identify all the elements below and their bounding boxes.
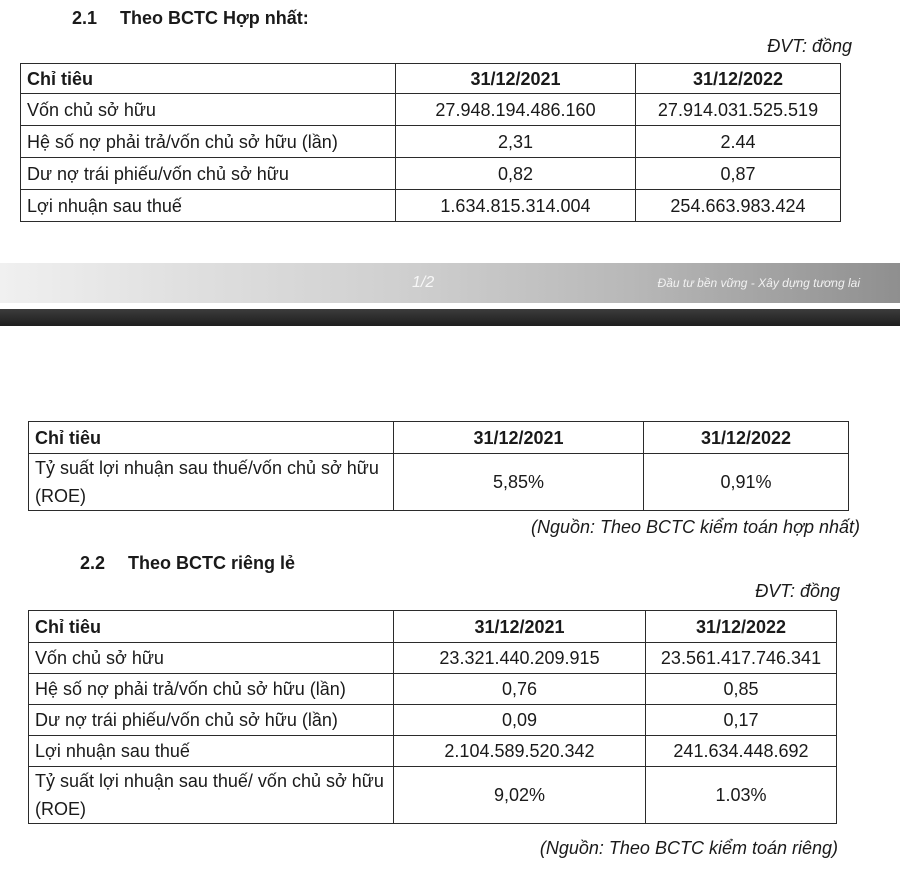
row-value-2021: 0,82 bbox=[396, 158, 636, 190]
row-label: Tỷ suất lợi nhuận sau thuế/vốn chủ sở hữu (ROE) bbox=[29, 454, 394, 511]
header-2021: 31/12/2021 bbox=[394, 422, 644, 454]
row-label: Dư nợ trái phiếu/vốn chủ sở hữu (lần) bbox=[29, 705, 394, 736]
section-2-source: (Nguồn: Theo BCTC kiểm toán riêng) bbox=[539, 838, 838, 858]
row-value-2022: 0,87 bbox=[636, 158, 841, 190]
header-2022: 31/12/2022 bbox=[644, 422, 849, 454]
row-label: Tỷ suất lợi nhuận sau thuế/ vốn chủ sở hữu (ROE) bbox=[29, 767, 394, 824]
row-value-2022: 2.44 bbox=[636, 126, 841, 158]
header-2021: 31/12/2021 bbox=[396, 64, 636, 94]
row-label: Vốn chủ sở hữu bbox=[29, 643, 394, 674]
section-2-number: 2.2 bbox=[80, 553, 106, 573]
section-1-source: (Nguồn: Theo BCTC kiểm toán hợp nhất) bbox=[530, 517, 860, 537]
row-label: Vốn chủ sở hữu bbox=[21, 94, 396, 126]
table-consolidated-continued bbox=[28, 421, 849, 511]
row-value-2021: 5,85% bbox=[394, 454, 644, 511]
section-1-number: 2.1 bbox=[72, 8, 98, 28]
row-value-2021: 27.948.194.486.160 bbox=[396, 94, 636, 126]
table-row bbox=[21, 158, 841, 190]
table-row bbox=[29, 643, 837, 674]
table-row bbox=[29, 736, 837, 767]
row-value-2022: 241.634.448.692 bbox=[646, 736, 837, 767]
header-2022: 31/12/2022 bbox=[646, 611, 837, 643]
section-1-heading bbox=[72, 8, 309, 29]
table-row bbox=[21, 94, 841, 126]
row-label: Dư nợ trái phiếu/vốn chủ sở hữu bbox=[21, 158, 396, 190]
row-value-2021: 23.321.440.209.915 bbox=[394, 643, 646, 674]
header-2021: 31/12/2021 bbox=[394, 611, 646, 643]
header-2022: 31/12/2022 bbox=[636, 64, 841, 94]
row-value-2022: 0,17 bbox=[646, 705, 837, 736]
table-row bbox=[21, 126, 841, 158]
row-value-2021: 0,76 bbox=[394, 674, 646, 705]
table-header-row bbox=[21, 64, 841, 94]
page-footer-band bbox=[0, 263, 900, 303]
row-value-2022: 23.561.417.746.341 bbox=[646, 643, 837, 674]
row-value-2022: 0,91% bbox=[644, 454, 849, 511]
table-row bbox=[21, 190, 841, 222]
table-consolidated bbox=[20, 63, 841, 222]
table-row bbox=[29, 767, 837, 824]
table-row bbox=[29, 454, 849, 511]
section-2-unit: ĐVT: đồng bbox=[755, 581, 840, 601]
row-value-2022: 254.663.983.424 bbox=[636, 190, 841, 222]
section-1-title: Theo BCTC Hợp nhất: bbox=[120, 8, 309, 28]
header-indicator: Chỉ tiêu bbox=[21, 64, 396, 94]
section-1-unit: ĐVT: đồng bbox=[767, 36, 852, 56]
header-indicator: Chỉ tiêu bbox=[29, 422, 394, 454]
row-label: Lợi nhuận sau thuế bbox=[21, 190, 396, 222]
section-2-title: Theo BCTC riêng lẻ bbox=[128, 553, 296, 573]
row-value-2022: 1.03% bbox=[646, 767, 837, 824]
row-value-2021: 2.104.589.520.342 bbox=[394, 736, 646, 767]
page-separator-bar bbox=[0, 309, 900, 326]
row-value-2021: 2,31 bbox=[396, 126, 636, 158]
table-header-row bbox=[29, 422, 849, 454]
table-row bbox=[29, 674, 837, 705]
table-header-row bbox=[29, 611, 837, 643]
table-separate bbox=[28, 610, 837, 824]
row-value-2021: 9,02% bbox=[394, 767, 646, 824]
row-label: Lợi nhuận sau thuế bbox=[29, 736, 394, 767]
footer-slogan: Đầu tư bền vững - Xây dựng tương lai bbox=[657, 276, 860, 290]
table-row bbox=[29, 705, 837, 736]
row-value-2022: 0,85 bbox=[646, 674, 837, 705]
section-2-heading bbox=[80, 553, 295, 574]
page-number: 1/2 bbox=[412, 274, 435, 291]
row-label: Hệ số nợ phải trả/vốn chủ sở hữu (lần) bbox=[29, 674, 394, 705]
row-label: Hệ số nợ phải trả/vốn chủ sở hữu (lần) bbox=[21, 126, 396, 158]
row-value-2022: 27.914.031.525.519 bbox=[636, 94, 841, 126]
header-indicator: Chỉ tiêu bbox=[29, 611, 394, 643]
row-value-2021: 1.634.815.314.004 bbox=[396, 190, 636, 222]
row-value-2021: 0,09 bbox=[394, 705, 646, 736]
